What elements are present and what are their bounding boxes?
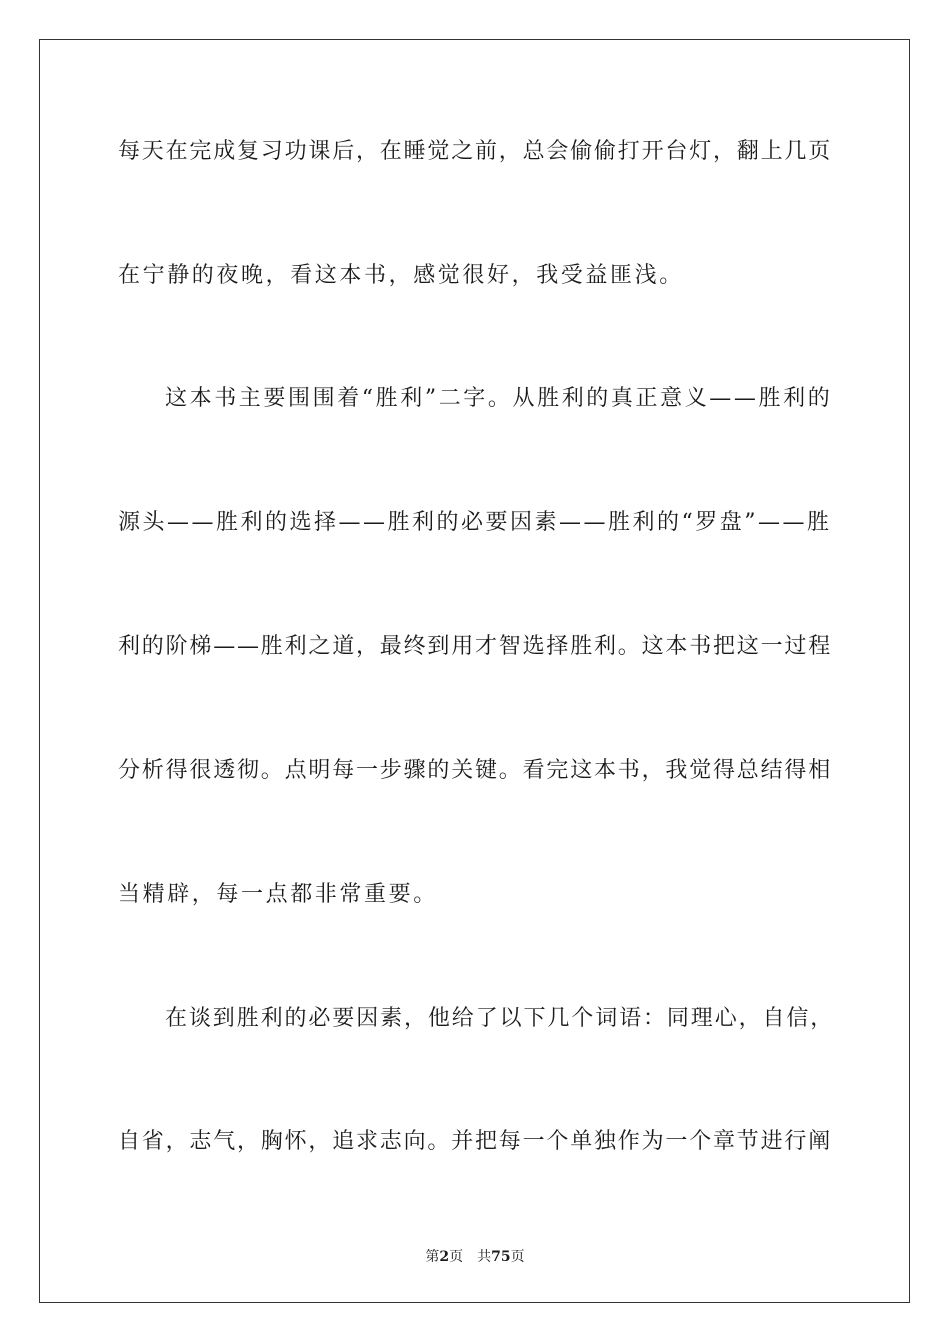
body-line-1: 每天在完成复习功课后，在睡觉之前，总会偷偷打开台灯，翻上几页: [118, 139, 833, 164]
body-line-5: 利的阶梯——胜利之道，最终到用才智选择胜利。这本书把这一过程: [118, 634, 833, 659]
body-line-9: 自省，志气，胸怀，追求志向。并把每一个单独作为一个章节进行阐: [118, 1129, 833, 1154]
page-number: 2: [439, 1249, 450, 1265]
page-label-prefix: 第: [425, 1249, 440, 1265]
page-border: [39, 39, 910, 1303]
body-line-6: 分析得很透彻。点明每一步骤的关键。看完这本书，我觉得总结得相: [118, 758, 833, 783]
body-line-3: 这本书主要围围着“胜利”二字。从胜利的真正意义——胜利的: [165, 386, 833, 411]
page-footer: [0, 1247, 950, 1267]
body-line-8: 在谈到胜利的必要因素，他给了以下几个词语：同理心，自信，: [165, 1006, 835, 1031]
body-line-4: 源头——胜利的选择——胜利的必要因素——胜利的“罗盘”——胜: [118, 510, 832, 535]
body-line-7: 当精辟，每一点都非常重要。: [118, 882, 438, 907]
total-label-prefix: 共: [477, 1249, 492, 1265]
total-label-suffix: 页: [510, 1249, 525, 1265]
page-label-suffix: 页: [449, 1249, 464, 1265]
total-pages: 75: [491, 1249, 511, 1265]
body-line-2: 在宁静的夜晚，看这本书，感觉很好，我受益匪浅。: [118, 263, 684, 288]
